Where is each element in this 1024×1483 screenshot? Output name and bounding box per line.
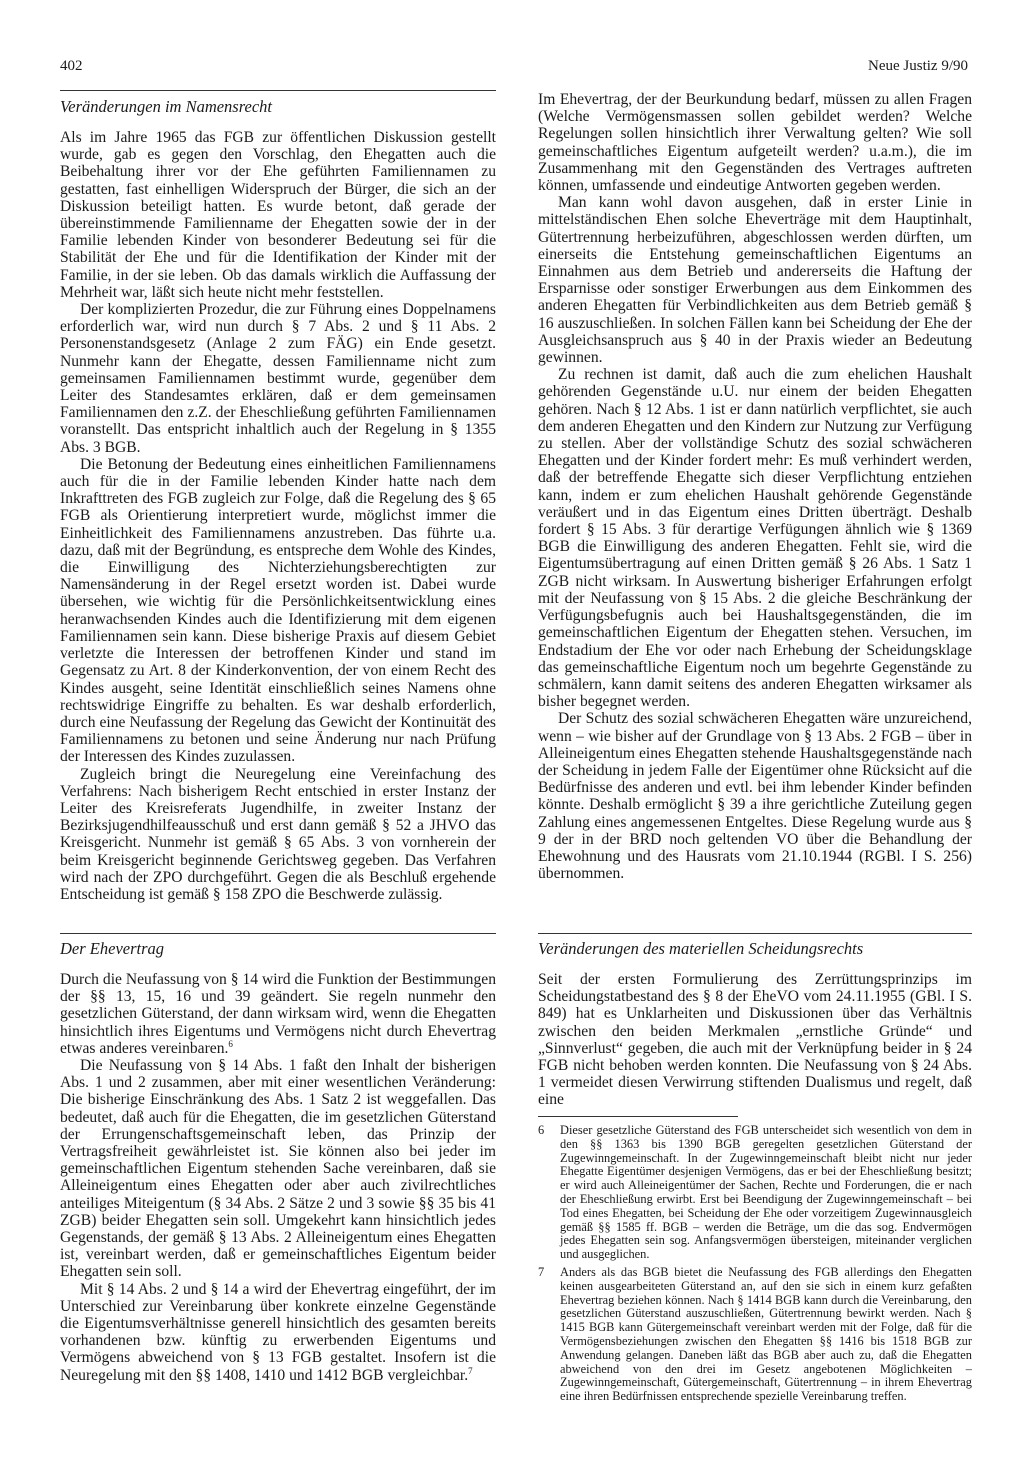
- footnote-ref-6[interactable]: 6: [228, 1038, 233, 1049]
- ehevertrag-body: [60, 971, 496, 1384]
- paragraph: Zugleich bringt die Neuregelung eine Vereinfachung des Verfahrens: Nach bisherigem Recht entschied in erster Instanz der Leiter des Kreisreferats Jugendhilfe, in zweiter Instanz der Bezirksjugendhilfeausschuß und erst dann gemäß § 52 a JHVO das Kreisgericht. Nunmehr ist gemäß § 65 Abs. 3 von vornherein der beim Kreisgericht beginnende Gerichtsweg gegeben. Das Verfahren wird nach der ZPO durchgeführt. Gegen die als Beschluß ergehende Entscheidung ist gemäß § 158 ZPO die Beschwerde zulässig.: [60, 765, 496, 903]
- paragraph: Die Neufassung von § 14 Abs. 1 faßt den Inhalt der bisherigen Abs. 1 und 2 zusammen, aber mit einer wesentlichen Veränderung: Die bisherige Einschränkung des Abs. 1 Satz 2 ist weggefallen. Das bedeutet, daß auch für die Ehegatten, die im gesetzlichen Güterstand der Errungenschaftsgemeinschaft leben, das Prinzip der Vertragsfreiheit gewährleistet ist. Sie können also bei jeder im gemeinschaftlichen Eigentum stehenden Sache vereinbaren, daß sie Alleineigentum eines Ehegatten oder aber auch zivilrechtliches anteiliges Miteigentum (§ 34 Abs. 2 Sätze 2 und 3 sowie §§ 35 bis 41 ZGB) beider Ehegatten sein soll. Umgekehrt kann hinsichtlich jedes Gegenstands, der gemäß § 13 Abs. 2 Alleineigentum eines Ehegatten ist, vereinbart werden, daß er gemeinschaftliches Eigentum beider Ehegatten sein soll.: [60, 1057, 496, 1281]
- paragraph: Der Schutz des sozial schwächeren Ehegatten wäre unzureichend, wenn – wie bisher auf der Grundlage von § 13 Abs. 2 FGB – über in Alleineigentum eines Ehegatten stehende Haushaltsgegenstände nach der Scheidung in jedem Falle der Eigentümer ohne Rücksicht auf die Bedürfnisse des anderen und evtl. bei ihm lebender Kinder befinden könnte. Deshalb ermöglicht § 39 a ihre gerichtliche Zuteilung gegen Zahlung eines angemessenen Entgeltes. Diese Regelung wurde aus § 9 der in der BRD noch geltenden VO über die Behandlung der Ehewohnung und des Hausrats vom 21.10.1944 (RGBl. I S. 256) übernommen.: [538, 710, 972, 883]
- page-number: 402: [60, 58, 83, 74]
- paragraph: Seit der ersten Formulierung des Zerrüttungsprinzips im Scheidungstatbestand des § 8 der EheVO vom 24.11.1955 (GBl. I S. 849) hat es Unklarheiten und Diskussionen über das Verhältnis zwischen den beiden Merkmalen „ernstliche Gründe“ und „Sinnverlust“ gegeben, die auch mit der Verknüpfung beider in § 24 FGB nicht behoben werden konnten. Die Neufassung von § 24 Abs. 1 vermeidet diesen Verwirrung stiftenden Dualismus und regelt, daß eine: [538, 971, 972, 1109]
- section-rule: [60, 90, 496, 91]
- footnote-number: 6: [538, 1123, 545, 1137]
- footnote-7: [538, 1266, 972, 1404]
- paragraph: Die Betonung der Bedeutung eines einheitlichen Familiennamens auch für die in der Familie lebenden Kinder hatte nach dem Inkrafttreten des FGB zugleich zur Folge, daß die Regelung des § 65 FGB als Orientierung interpretiert wurde, möglichst immer die Einheitlichkeit des Familiennamens anzustreben. Das führte u.a. dazu, daß mit der Begründung, es entspreche dem Wohle des Kindes, die Einwilligung des Nichterziehungsberechtigten zur Namensänderung in der Regel ersetzt worden ist. Dabei wurde übersehen, wie wichtig für die Persönlichkeitsentwicklung eines heranwachsenden Kindes auch die Identifizierung mit dem eigenen Familiennamen sein kann. Diese bisherige Praxis auf diesem Gebiet verletzte die Interessen der betroffenen Kinder und stand im Gegensatz zu Art. 8 der Kinderkonvention, der von einem Recht des Kindes ausgeht, seine Identität einschließlich seines Namens ohne rechtswidrige Eingriffe zu behalten. Es war deshalb erforderlich, durch eine Neufassung der Regelung das Gewicht der Kontinuität des Familiennamens zu betonen und seine Änderung nur nach Prüfung der Interessen des Kindes zuzulassen.: [60, 455, 496, 766]
- footnote-rule: [538, 1116, 738, 1117]
- paragraph: Durch die Neufassung von § 14 wird die Funktion der Bestimmungen der §§ 13, 15, 16 und 39 geändert. Sie regeln nunmehr den gesetzlichen Güterstand, der dann wirksam wird, wenn die Ehegatten hinsichtlich ihres Eigentums und Vermögens nicht durch Ehevertrag etwas anderes vereinbaren.$^6$: [60, 971, 496, 1057]
- footnote-text: Anders als das BGB bietet die Neufassung des FGB allerdings den Ehegatten keinen ausgearbeiteten Güterstand an, auf den sie sich in einem kurz gefaßten Ehevertrag beziehen können. Nach § 1414 BGB kann durch die Vereinbarung, den gesetzlichen Güterstand auszuschließen, Gütertrennung bewirkt werden. Nach § 1415 BGB kann Gütergemeinschaft vereinbart werden mit der Folge, daß für die Vermögensbeziehungen zwischen den Ehegatten §§ 1416 bis 1518 BGB zur Anwendung gelangen. Daneben läßt das BGB aber auch zu, daß die Ehegatten abweichend von den drei im Gesetz angebotenen Möglichkeiten – Zugewinngemeinschaft, Gütergemeinschaft, Gütertrennung – in ihrem Ehevertrag eine ihren Bedürfnissen entsprechende spezielle Vereinbarung treffen.: [560, 1264, 972, 1404]
- ehevertrag-continued-body: [538, 91, 972, 882]
- paragraph: Als im Jahre 1965 das FGB zur öffentlichen Diskussion gestellt wurde, gab es gegen den Vorschlag, den Ehegatten auch die Beibehaltung ihrer vor der Ehe geführten Familiennamen zu gestatten, fast einhelligen Widerspruch der Bürger, die sich an der Diskussion beteiligt hatten. Es wurde betont, daß gerade der übereinstimmende Familienname der Ehegatten sowie der in der Familie lebenden Kinder von besonderer Bedeutung sei für die Stabilität der Ehe und für die Identifikation der Kinder mit der Familie, in der sie leben. Ob das damals wirklich die Auffassung der Mehrheit war, läßt sich heute nicht mehr feststellen.: [60, 129, 496, 301]
- section-heading-scheidungsrecht: Veränderungen des materiellen Scheidungsrechts: [538, 939, 864, 958]
- paragraph: Zu rechnen ist damit, daß auch die zum ehelichen Haushalt gehörenden Gegenstände u.U. nur einem der beiden Ehegatten gehören. Nach § 12 Abs. 1 ist er dann natürlich verpflichtet, sie auch dem anderen Ehegatten und den Kindern zur Nutzung zur Verfügung zu stellen. Aber der vollständige Schutz des sozial schwächeren Ehegatten und der Kinder fordert mehr: Es muß verhindert werden, daß der betreffende Ehegatte sich dieser Verpflichtung entziehen kann, indem er zum ehelichen Haushalt gehörende Gegenstände veräußert und in das Eigentum eines Dritten überträgt. Deshalb fordert § 15 Abs. 3 für derartige Verfügungen ähnlich wie § 1369 BGB die Einwilligung des anderen Ehegatten. Fehlt sie, wird die Eigentumsübertragung auf einen Dritten gemäß § 26 Abs. 1 Satz 1 ZGB nicht wirksam. In Auswertung bisheriger Erfahrungen erfolgt mit der Neufassung von § 15 Abs. 2 die gleiche Beschränkung der Verfügungsbefugnis auch bei Haushaltsgegenständen, die im gemeinschaftlichen Eigentum der Ehegatten stehen. Versuchen, im Endstadium der Ehe vor oder nach Erhebung der Scheidungsklage das gemeinschaftliche Eigentum noch um begehrte Gegenstände zu schmälern, kann damit seitens des anderen Ehegatten wirksamer als bisher begegnet werden.: [538, 366, 972, 711]
- footnote-number: 7: [538, 1264, 545, 1279]
- section-heading-ehevertrag: Der Ehevertrag: [60, 939, 165, 958]
- footnote-ref-7[interactable]: 7: [468, 1365, 473, 1376]
- paragraph: Man kann wohl davon ausgehen, daß in erster Linie in mittelständischen Ehen solche Eheverträge mit dem Hauptinhalt, Gütertrennung herbeizuführen, abgeschlossen werden dürften, um einerseits die Entstehung gemeinschaftlichen Eigentums an Einnahmen aus dem Betrieb und andererseits die Haftung der Ersparnisse oder sonstiger Erwerbungen aus dem Einkommen des anderen Ehegatten für Verbindlichkeiten aus dem Betrieb gemäß § 16 auszuschließen. In solchen Fällen kann bei Scheidung der Ehe der Ausgleichsanspruch aus § 40 in der Praxis wieder an Bedeutung gewinnen.: [538, 194, 972, 367]
- journal-issue: Neue Justiz 9/90: [868, 58, 968, 74]
- footnote-6: [538, 1124, 972, 1262]
- paragraph: Im Ehevertrag, der der Beurkundung bedarf, müssen zu allen Fragen (Welche Vermögensmassen sollen gebildet werden? Welche Regelungen sollen hinsichtlich ihrer Verwaltung gelten? Wie soll gemeinschaftliches Eigentum aufgeteilt werden? u.a.m.), die im Zusammenhang mit den Gegenständen des Vertrages auftreten können, umfassende und eindeutige Antworten gegeben werden.: [538, 91, 972, 195]
- namensrecht-body: [60, 129, 496, 903]
- paragraph: Mit § 14 Abs. 2 und § 14 a wird der Ehevertrag eingeführt, der im Unterschied zur Vereinbarung über konkrete einzelne Gegenstände die Eigentumsverhältnisse generell hinsichtlich des gesamten bereits vorhandenen bzw. künftig zu erwerbenden Eigentums und Vermögens abweichend von § 13 FGB gestaltet. Insofern ist die Neuregelung mit den §§ 1408, 1410 und 1412 BGB vergleichbar.$^7$: [60, 1280, 496, 1384]
- section-heading-namensrecht: Veränderungen im Namensrecht: [60, 97, 273, 116]
- section-rule: [538, 933, 972, 934]
- paragraph: Der komplizierten Prozedur, die zur Führung eines Doppelnamens erforderlich war, wird nun durch § 7 Abs. 2 und § 11 Abs. 2 Personenstandsgesetz (Anlage 2 zum FÄG) ein Ende gesetzt. Nunmehr kann der Ehegatte, dessen Familienname nicht zum gemeinsamen Familiennamen bestimmt wurde, gegenüber dem Leiter des Standesamtes erklären, daß er dem gemeinsamen Familiennamen den z.Z. der Eheschließung geführten Familiennamen voranstellt. Das entspricht inhaltlich auch der Regelung in § 1355 Abs. 3 BGB.: [60, 301, 496, 456]
- footnotes: [538, 1124, 972, 1408]
- footnote-text: Dieser gesetzliche Güterstand des FGB unterscheidet sich wesentlich von dem in den §§ 1363 bis 1390 BGB geregelten gesetzlichen Güterstand der Zugewinngemeinschaft. In der Zugewinngemeinschaft bleibt nicht nur jeder Ehegatte Eigentümer desjenigen Vermögens, das er bei der Eheschließung besitzt; er wird auch Alleineigentümer der Sachen, Rechte und Forderungen, die er nach der Eheschließung erwirbt. Erst bei Beendigung der Zugewinngemeinschaft – bei Tod eines Ehegatten, bei Scheidung der Ehe oder vorzeitigem Zugewinnausgleich gemäß §§ 1585 ff. BGB – werden die Beträge, um die das sog. Endvermögen jedes Ehegatten sein sog. Anfangsvermögen übersteigen, miteinander verglichen und ausgeglichen.: [560, 1123, 972, 1262]
- section-rule: [60, 933, 496, 934]
- scheidungsrecht-body: [538, 971, 972, 1109]
